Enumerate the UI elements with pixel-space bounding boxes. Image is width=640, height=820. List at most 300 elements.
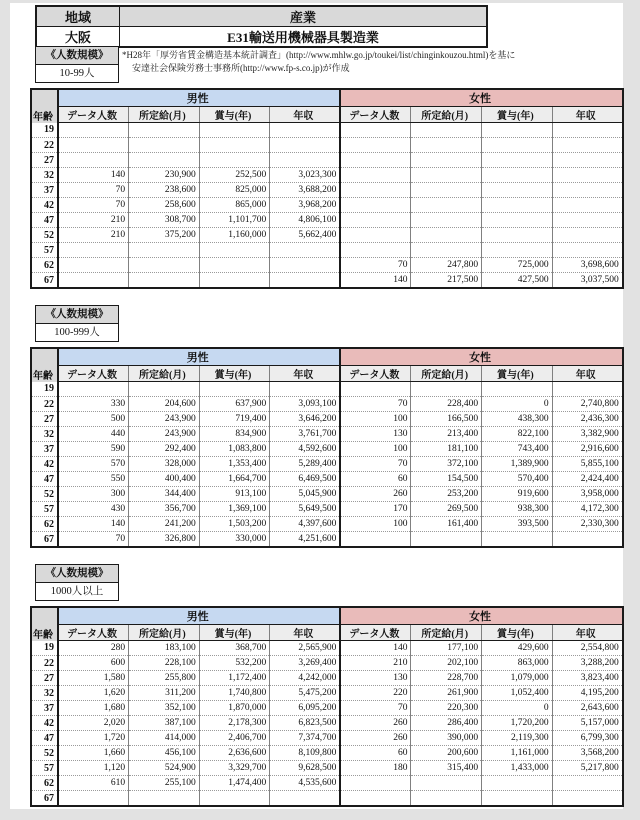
- male-bonus-cell: [199, 243, 270, 258]
- female-annual-income-cell: 3,823,400: [552, 671, 623, 686]
- age-cell: 57: [31, 761, 58, 776]
- gender-band-row: [31, 607, 623, 625]
- male-annual-income-cell: 4,592,600: [270, 442, 341, 457]
- female-bonus-cell: [482, 123, 553, 138]
- female-monthly-pay-cell: 154,500: [411, 472, 482, 487]
- male-band: 男性: [58, 348, 340, 366]
- age-cell: 52: [31, 228, 58, 243]
- male-monthly-pay-cell: 344,400: [129, 487, 200, 502]
- col-header-female-2: 賞与(年): [482, 107, 553, 123]
- female-count-cell: [340, 183, 411, 198]
- age-cell: 37: [31, 701, 58, 716]
- female-monthly-pay-cell: [411, 228, 482, 243]
- female-count-cell: [340, 198, 411, 213]
- age-column-header: 年齢: [31, 89, 58, 123]
- female-bonus-cell: [482, 213, 553, 228]
- female-count-cell: 260: [340, 487, 411, 502]
- female-annual-income-cell: [552, 138, 623, 153]
- male-monthly-pay-cell: 255,100: [129, 776, 200, 791]
- age-cell: 27: [31, 153, 58, 168]
- age-cell: 42: [31, 198, 58, 213]
- table-row-age-42: [31, 716, 623, 731]
- male-bonus-cell: [199, 258, 270, 273]
- region-industry-header-row: [36, 6, 487, 27]
- male-monthly-pay-cell: 241,200: [129, 517, 200, 532]
- female-count-cell: 100: [340, 517, 411, 532]
- male-bonus-cell: 1,160,000: [199, 228, 270, 243]
- female-annual-income-cell: [552, 791, 623, 807]
- gender-band-row: [31, 89, 623, 107]
- table-row-age-67: [31, 532, 623, 548]
- male-monthly-pay-cell: 524,900: [129, 761, 200, 776]
- female-count-cell: 140: [340, 273, 411, 289]
- male-monthly-pay-cell: [129, 138, 200, 153]
- size-scale-label: 《人数規模》: [36, 306, 118, 324]
- female-annual-income-cell: [552, 168, 623, 183]
- female-count-cell: 260: [340, 716, 411, 731]
- female-monthly-pay-cell: 220,300: [411, 701, 482, 716]
- male-monthly-pay-cell: [129, 258, 200, 273]
- male-bonus-cell: 834,900: [199, 427, 270, 442]
- male-annual-income-cell: 4,242,000: [270, 671, 341, 686]
- age-cell: 62: [31, 776, 58, 791]
- male-bonus-cell: 1,101,700: [199, 213, 270, 228]
- wage-table-body: [31, 641, 623, 807]
- male-annual-income-cell: 3,761,700: [270, 427, 341, 442]
- table-row-age-62: [31, 776, 623, 791]
- female-monthly-pay-cell: [411, 791, 482, 807]
- female-bonus-cell: 0: [482, 701, 553, 716]
- male-count-cell: 140: [58, 168, 129, 183]
- age-cell: 67: [31, 532, 58, 548]
- male-count-cell: 570: [58, 457, 129, 472]
- female-count-cell: 170: [340, 502, 411, 517]
- female-annual-income-cell: [552, 183, 623, 198]
- female-annual-income-cell: 3,288,200: [552, 656, 623, 671]
- wage-table: [30, 88, 624, 289]
- female-count-cell: 70: [340, 397, 411, 412]
- age-cell: 67: [31, 273, 58, 289]
- table-row-age-22: [31, 656, 623, 671]
- age-column-header: 年齢: [31, 348, 58, 382]
- male-monthly-pay-cell: 243,900: [129, 412, 200, 427]
- female-monthly-pay-cell: 315,400: [411, 761, 482, 776]
- age-cell: 52: [31, 487, 58, 502]
- male-annual-income-cell: 5,649,500: [270, 502, 341, 517]
- age-cell: 22: [31, 656, 58, 671]
- male-count-cell: 70: [58, 198, 129, 213]
- col-header-male-2: 賞与(年): [199, 107, 270, 123]
- col-header-female-1: 所定給(月): [411, 107, 482, 123]
- male-bonus-cell: 3,329,700: [199, 761, 270, 776]
- female-bonus-cell: 0: [482, 397, 553, 412]
- table-row-age-27: [31, 412, 623, 427]
- size-value: 10-99人: [36, 65, 118, 82]
- female-bonus-cell: 1,052,400: [482, 686, 553, 701]
- female-count-cell: [340, 532, 411, 548]
- age-cell: 62: [31, 258, 58, 273]
- table-row-age-57: [31, 761, 623, 776]
- female-annual-income-cell: 2,436,300: [552, 412, 623, 427]
- female-monthly-pay-cell: 217,500: [411, 273, 482, 289]
- size-scale-block: [35, 305, 119, 342]
- female-bonus-cell: 427,500: [482, 273, 553, 289]
- industry-value: E31輸送用機械器具製造業: [120, 27, 488, 48]
- table-row-age-32: [31, 427, 623, 442]
- female-bonus-cell: 938,300: [482, 502, 553, 517]
- male-count-cell: [58, 138, 129, 153]
- male-count-cell: 70: [58, 532, 129, 548]
- female-count-cell: 220: [340, 686, 411, 701]
- female-count-cell: 140: [340, 641, 411, 656]
- male-monthly-pay-cell: [129, 382, 200, 397]
- wage-table: [30, 606, 624, 807]
- table-row-age-52: [31, 228, 623, 243]
- female-bonus-cell: [482, 532, 553, 548]
- female-monthly-pay-cell: 161,400: [411, 517, 482, 532]
- male-monthly-pay-cell: [129, 123, 200, 138]
- col-header-male-3: 年収: [270, 107, 341, 123]
- male-monthly-pay-cell: 352,100: [129, 701, 200, 716]
- female-annual-income-cell: 6,799,300: [552, 731, 623, 746]
- age-cell: 52: [31, 746, 58, 761]
- male-count-cell: 70: [58, 183, 129, 198]
- age-cell: 37: [31, 183, 58, 198]
- female-annual-income-cell: [552, 382, 623, 397]
- male-count-cell: 1,660: [58, 746, 129, 761]
- female-bonus-cell: 393,500: [482, 517, 553, 532]
- table-row-age-32: [31, 686, 623, 701]
- female-bonus-cell: [482, 243, 553, 258]
- female-monthly-pay-cell: 390,000: [411, 731, 482, 746]
- column-header-row: [31, 625, 623, 641]
- female-monthly-pay-cell: 202,100: [411, 656, 482, 671]
- male-count-cell: [58, 123, 129, 138]
- female-count-cell: 260: [340, 731, 411, 746]
- col-header-female-2: 賞与(年): [482, 625, 553, 641]
- table-row-age-19: [31, 123, 623, 138]
- female-count-cell: 210: [340, 656, 411, 671]
- female-monthly-pay-cell: [411, 123, 482, 138]
- female-count-cell: 70: [340, 701, 411, 716]
- female-bonus-cell: 1,161,000: [482, 746, 553, 761]
- male-count-cell: 600: [58, 656, 129, 671]
- male-monthly-pay-cell: 400,400: [129, 472, 200, 487]
- age-cell: 42: [31, 716, 58, 731]
- male-monthly-pay-cell: 414,000: [129, 731, 200, 746]
- male-band: 男性: [58, 607, 340, 625]
- male-band: 男性: [58, 89, 340, 107]
- female-count-cell: [340, 213, 411, 228]
- male-annual-income-cell: [270, 123, 341, 138]
- table-row-age-62: [31, 258, 623, 273]
- male-bonus-cell: 1,503,200: [199, 517, 270, 532]
- age-cell: 42: [31, 457, 58, 472]
- male-count-cell: 440: [58, 427, 129, 442]
- male-monthly-pay-cell: [129, 243, 200, 258]
- male-count-cell: [58, 153, 129, 168]
- female-monthly-pay-cell: [411, 183, 482, 198]
- male-annual-income-cell: [270, 258, 341, 273]
- female-monthly-pay-cell: [411, 213, 482, 228]
- table-row-age-32: [31, 168, 623, 183]
- female-bonus-cell: 1,079,000: [482, 671, 553, 686]
- male-count-cell: 1,720: [58, 731, 129, 746]
- col-header-female-0: データ人数: [340, 107, 411, 123]
- male-monthly-pay-cell: [129, 791, 200, 807]
- female-bonus-cell: [482, 776, 553, 791]
- male-bonus-cell: 825,000: [199, 183, 270, 198]
- age-cell: 57: [31, 502, 58, 517]
- male-bonus-cell: 719,400: [199, 412, 270, 427]
- male-count-cell: [58, 273, 129, 289]
- female-band: 女性: [340, 348, 622, 366]
- female-monthly-pay-cell: 200,600: [411, 746, 482, 761]
- size-scale-label: 《人数規模》: [36, 47, 118, 65]
- male-bonus-cell: 1,353,400: [199, 457, 270, 472]
- age-cell: 19: [31, 123, 58, 138]
- female-annual-income-cell: [552, 123, 623, 138]
- wage-table-body: [31, 382, 623, 548]
- col-header-male-2: 賞与(年): [199, 625, 270, 641]
- male-monthly-pay-cell: [129, 273, 200, 289]
- female-monthly-pay-cell: 166,500: [411, 412, 482, 427]
- female-bonus-cell: 429,600: [482, 641, 553, 656]
- female-annual-income-cell: 2,916,600: [552, 442, 623, 457]
- female-annual-income-cell: 5,855,100: [552, 457, 623, 472]
- col-header-male-1: 所定給(月): [129, 625, 200, 641]
- col-header-female-0: データ人数: [340, 625, 411, 641]
- female-bonus-cell: [482, 138, 553, 153]
- age-cell: 19: [31, 382, 58, 397]
- male-annual-income-cell: [270, 273, 341, 289]
- female-annual-income-cell: 2,740,800: [552, 397, 623, 412]
- male-annual-income-cell: 4,806,100: [270, 213, 341, 228]
- col-header-male-1: 所定給(月): [129, 366, 200, 382]
- female-monthly-pay-cell: 228,400: [411, 397, 482, 412]
- female-bonus-cell: 438,300: [482, 412, 553, 427]
- age-cell: 47: [31, 472, 58, 487]
- female-bonus-cell: [482, 198, 553, 213]
- col-header-female-1: 所定給(月): [411, 625, 482, 641]
- male-annual-income-cell: 5,289,400: [270, 457, 341, 472]
- male-bonus-cell: 1,664,700: [199, 472, 270, 487]
- male-annual-income-cell: 6,823,500: [270, 716, 341, 731]
- male-bonus-cell: 2,178,300: [199, 716, 270, 731]
- size-scale-block: [35, 46, 119, 83]
- female-monthly-pay-cell: 261,900: [411, 686, 482, 701]
- female-band: 女性: [340, 607, 622, 625]
- female-bonus-cell: 2,119,300: [482, 731, 553, 746]
- size-scale-block: [35, 564, 119, 601]
- male-bonus-cell: 2,406,700: [199, 731, 270, 746]
- male-count-cell: 430: [58, 502, 129, 517]
- male-annual-income-cell: 5,662,400: [270, 228, 341, 243]
- male-bonus-cell: [199, 382, 270, 397]
- female-monthly-pay-cell: 247,800: [411, 258, 482, 273]
- age-cell: 37: [31, 442, 58, 457]
- gender-band-row: [31, 348, 623, 366]
- male-bonus-cell: [199, 153, 270, 168]
- male-bonus-cell: 637,900: [199, 397, 270, 412]
- col-header-female-1: 所定給(月): [411, 366, 482, 382]
- table-row-age-22: [31, 138, 623, 153]
- male-count-cell: 140: [58, 517, 129, 532]
- female-monthly-pay-cell: 213,400: [411, 427, 482, 442]
- male-monthly-pay-cell: 356,700: [129, 502, 200, 517]
- female-annual-income-cell: [552, 153, 623, 168]
- female-bonus-cell: 743,400: [482, 442, 553, 457]
- region-label: 地域: [36, 6, 120, 27]
- male-monthly-pay-cell: 230,900: [129, 168, 200, 183]
- male-count-cell: 210: [58, 213, 129, 228]
- male-monthly-pay-cell: 387,100: [129, 716, 200, 731]
- male-annual-income-cell: 5,475,200: [270, 686, 341, 701]
- source-note: [122, 49, 515, 75]
- age-cell: 27: [31, 412, 58, 427]
- table-row-age-27: [31, 671, 623, 686]
- male-bonus-cell: [199, 273, 270, 289]
- table-row-age-22: [31, 397, 623, 412]
- male-bonus-cell: 532,200: [199, 656, 270, 671]
- male-annual-income-cell: [270, 153, 341, 168]
- table-row-age-37: [31, 442, 623, 457]
- male-count-cell: [58, 243, 129, 258]
- table-row-age-57: [31, 243, 623, 258]
- male-count-cell: 1,620: [58, 686, 129, 701]
- female-monthly-pay-cell: [411, 138, 482, 153]
- age-cell: 67: [31, 791, 58, 807]
- female-bonus-cell: [482, 791, 553, 807]
- age-cell: 47: [31, 731, 58, 746]
- female-annual-income-cell: 5,157,000: [552, 716, 623, 731]
- col-header-female-3: 年収: [552, 625, 623, 641]
- female-bonus-cell: 570,400: [482, 472, 553, 487]
- female-monthly-pay-cell: 269,500: [411, 502, 482, 517]
- female-count-cell: [340, 138, 411, 153]
- male-annual-income-cell: 4,535,600: [270, 776, 341, 791]
- male-monthly-pay-cell: 258,600: [129, 198, 200, 213]
- wage-table: [30, 347, 624, 548]
- size-scale-label: 《人数規模》: [36, 565, 118, 583]
- female-annual-income-cell: 3,037,500: [552, 273, 623, 289]
- col-header-female-2: 賞与(年): [482, 366, 553, 382]
- female-count-cell: 100: [340, 412, 411, 427]
- age-cell: 32: [31, 168, 58, 183]
- female-annual-income-cell: [552, 198, 623, 213]
- female-monthly-pay-cell: 228,700: [411, 671, 482, 686]
- male-annual-income-cell: 4,397,600: [270, 517, 341, 532]
- age-cell: 19: [31, 641, 58, 656]
- female-monthly-pay-cell: [411, 776, 482, 791]
- male-annual-income-cell: 3,023,300: [270, 168, 341, 183]
- female-monthly-pay-cell: [411, 382, 482, 397]
- male-bonus-cell: 330,000: [199, 532, 270, 548]
- col-header-male-0: データ人数: [58, 366, 129, 382]
- male-count-cell: [58, 791, 129, 807]
- male-count-cell: 330: [58, 397, 129, 412]
- female-bonus-cell: 822,100: [482, 427, 553, 442]
- table-row-age-42: [31, 457, 623, 472]
- female-annual-income-cell: 2,554,800: [552, 641, 623, 656]
- male-count-cell: 1,680: [58, 701, 129, 716]
- age-cell: 27: [31, 671, 58, 686]
- male-monthly-pay-cell: 375,200: [129, 228, 200, 243]
- female-bonus-cell: 725,000: [482, 258, 553, 273]
- female-bonus-cell: 1,389,900: [482, 457, 553, 472]
- female-bonus-cell: 863,000: [482, 656, 553, 671]
- female-monthly-pay-cell: [411, 153, 482, 168]
- table-row-age-37: [31, 701, 623, 716]
- male-bonus-cell: 1,083,800: [199, 442, 270, 457]
- female-monthly-pay-cell: 286,400: [411, 716, 482, 731]
- male-count-cell: 500: [58, 412, 129, 427]
- female-bonus-cell: 919,600: [482, 487, 553, 502]
- female-monthly-pay-cell: 253,200: [411, 487, 482, 502]
- male-count-cell: [58, 382, 129, 397]
- female-annual-income-cell: [552, 213, 623, 228]
- male-count-cell: 550: [58, 472, 129, 487]
- male-monthly-pay-cell: 308,700: [129, 213, 200, 228]
- female-count-cell: 70: [340, 457, 411, 472]
- male-bonus-cell: 865,000: [199, 198, 270, 213]
- age-column-header: 年齢: [31, 607, 58, 641]
- female-annual-income-cell: 4,195,200: [552, 686, 623, 701]
- female-monthly-pay-cell: 177,100: [411, 641, 482, 656]
- source-note-line1: *H28年「厚労省賃金構造基本統計調査」(http://www.mhlw.go.jp/toukei/list/chinginkouzou.html)を基に: [122, 50, 516, 60]
- table-row-age-19: [31, 382, 623, 397]
- male-monthly-pay-cell: 292,400: [129, 442, 200, 457]
- table-row-age-19: [31, 641, 623, 656]
- male-bonus-cell: 1,740,800: [199, 686, 270, 701]
- male-bonus-cell: 2,636,600: [199, 746, 270, 761]
- male-bonus-cell: 1,172,400: [199, 671, 270, 686]
- female-count-cell: [340, 228, 411, 243]
- male-bonus-cell: 1,369,100: [199, 502, 270, 517]
- female-monthly-pay-cell: 372,100: [411, 457, 482, 472]
- male-annual-income-cell: 3,688,200: [270, 183, 341, 198]
- male-monthly-pay-cell: 255,800: [129, 671, 200, 686]
- col-header-male-3: 年収: [270, 366, 341, 382]
- female-annual-income-cell: [552, 228, 623, 243]
- male-count-cell: [58, 258, 129, 273]
- table-row-age-42: [31, 198, 623, 213]
- male-count-cell: 300: [58, 487, 129, 502]
- female-monthly-pay-cell: [411, 243, 482, 258]
- male-count-cell: 210: [58, 228, 129, 243]
- col-header-male-0: データ人数: [58, 625, 129, 641]
- col-header-male-0: データ人数: [58, 107, 129, 123]
- size-value: 1000人以上: [36, 583, 118, 600]
- male-monthly-pay-cell: 238,600: [129, 183, 200, 198]
- age-cell: 47: [31, 213, 58, 228]
- male-annual-income-cell: 3,269,400: [270, 656, 341, 671]
- col-header-female-3: 年収: [552, 366, 623, 382]
- age-cell: 62: [31, 517, 58, 532]
- male-monthly-pay-cell: 328,000: [129, 457, 200, 472]
- male-count-cell: 280: [58, 641, 129, 656]
- male-monthly-pay-cell: 228,100: [129, 656, 200, 671]
- female-count-cell: [340, 776, 411, 791]
- female-count-cell: 60: [340, 746, 411, 761]
- male-monthly-pay-cell: 243,900: [129, 427, 200, 442]
- source-note-line2: 安達社会保険労務士事務所(http://www.fp-s.co.jp)が作成: [132, 63, 350, 73]
- male-bonus-cell: 368,700: [199, 641, 270, 656]
- industry-label: 産業: [120, 6, 488, 27]
- female-count-cell: 130: [340, 427, 411, 442]
- female-annual-income-cell: 3,698,600: [552, 258, 623, 273]
- table-row-age-67: [31, 791, 623, 807]
